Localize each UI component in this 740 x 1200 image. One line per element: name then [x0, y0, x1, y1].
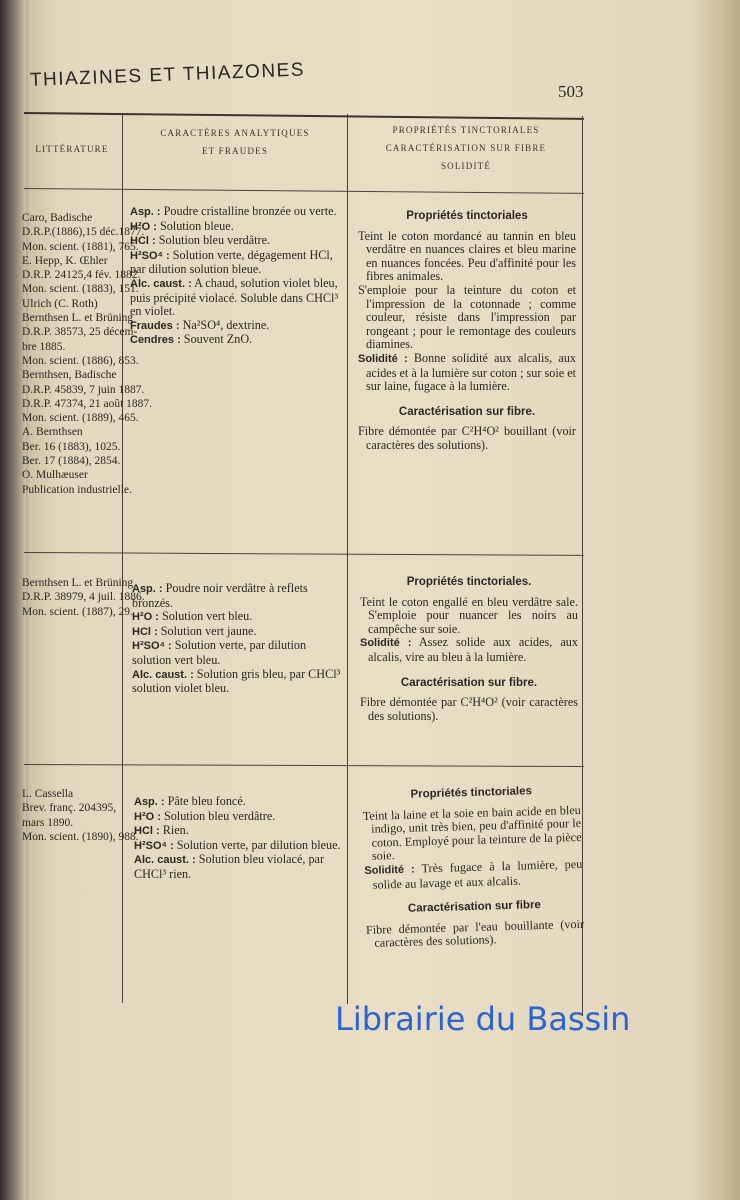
watermark-text: Librairie du Bassin [335, 1000, 631, 1038]
header-rule [24, 188, 584, 194]
column-header-literature: LITTÉRATURE [35, 144, 109, 154]
page-number: 503 [558, 82, 584, 101]
top-rule [24, 112, 584, 120]
running-head: THIAZINES ET THIAZONES [29, 59, 306, 91]
row-rule-2 [24, 764, 584, 767]
row-rule-1 [24, 552, 584, 556]
column-divider-2 [347, 114, 348, 1004]
row3-analytical: Asp. : Pâte bleu foncé. H²O : Solution bleu verdâtre. HCl : Rien. H²SO⁴ : Solution verte, par dilution bleue. Alc. caust. : Solution bleu violacé, par CHCl³ rien. [134, 794, 341, 881]
row2-literature: Bernthsen L. et Brüning D.R.P. 38979, 4 juil. 1886. Mon. scient. (1887), 29. [22, 577, 145, 618]
row1-literature: Caro, Badische D.R.P.(1886),15 déc.1877. Mon. scient. (1881), 765. E. Hepp, K. Œhler D.R.P. 24125,4 fév. 1882. Mon. scient. (1883), 151. Ulrich (C. Roth) Bernthsen L. et Brüning D.R.P. 38573, 25 décem- bre 1885. Mon. scient. (1886), 853. Bernthsen, Badische D.R.P. 45839, 7 juin 1887. D.R.P. 47374, 21 août 1887. Mon. scient. (1889), 465. A. Bernthsen Ber. 16 (1883), 1025. Ber. 17 (1884), 2854. O. Mulhæuser Publication industrielle. [22, 212, 153, 496]
column-header-analytical: CARACTÈRES ANALYTIQUES ET FRAUDES [160, 128, 310, 156]
row1-dyeing: Propriétés tinctoriales Teint le coton mordancé au tannin en bleu verdâtre en nuances claires et bleu marine en nuances foncées. Peu d'affinité pour les fibres animales. S'emploie pour la teinture du coton et l'impression de la cotonnade ; comme couleur, résiste dans l'impression par rongeant ; pour le remontage des couleurs diamines. Solidité : Bonne solidité aux alcalis, aux acides et à la lumière sur coton ; sur soie et sur laine, fugace à la lumière. Caractérisation sur fibre. Fibre démontée par C²H⁴O² bouillant (voir caractères des solutions). [358, 210, 577, 452]
row3-literature: L. Cassella Brev. franç. 204395, mars 1890. Mon. scient. (1890), 988. [22, 788, 139, 843]
row2-dyeing: Propriétés tinctoriales. Teint le coton engallé en bleu verdâtre sale. S'emploie pour nuancer les noirs au campêche sur soie. Solidité : Assez solide aux acides, aux alcalis, vire au bleu à la lumière. Caractérisation sur fibre. Fibre démontée par C²H⁴O² (voir caractères des solutions). [360, 576, 578, 723]
row2-analytical: Asp. : Poudre noir verdâtre à reflets bronzés. H²O : Solution vert bleu. HCl : Solution vert jaune. H²SO⁴ : Solution verte, par dilution solution vert bleu. Alc. caust. : Solution gris bleu, par CHCl³ solution violet bleu. [132, 581, 341, 696]
column-header-dyeing: PROPRIÉTÉS TINCTORIALES CARACTÉRISATION SUR FIBRE SOLIDITÉ [385, 125, 547, 171]
row3-dyeing: Propriétés tinctoriales Teint la laine et la soie en bain acide en bleu indigo, unit très bien, peu d'affinité pour le coton. Employé pour la teinture de la pièce soie. Solidité : Très fugace à la lumière, peu solide au lavage et aux alcalis. Caractérisation sur fibre Fibre démontée par l'eau bouillante (voir caractères des solutions). [362, 785, 585, 951]
row1-analytical: Asp. : Poudre cristalline bronzée ou verte. H²O : Solution bleue. HCl : Solution bleu verdâtre. H²SO⁴ : Solution verte, dégagement HCl, par dilution solution bleue. Alc. caust. : A chaud, solution violet bleu, puis précipité violacé. Soluble dans CHCl³ en violet. Fraudes : Na²SO⁴, dextrine. Cendres : Souvent ZnO. [130, 204, 339, 347]
